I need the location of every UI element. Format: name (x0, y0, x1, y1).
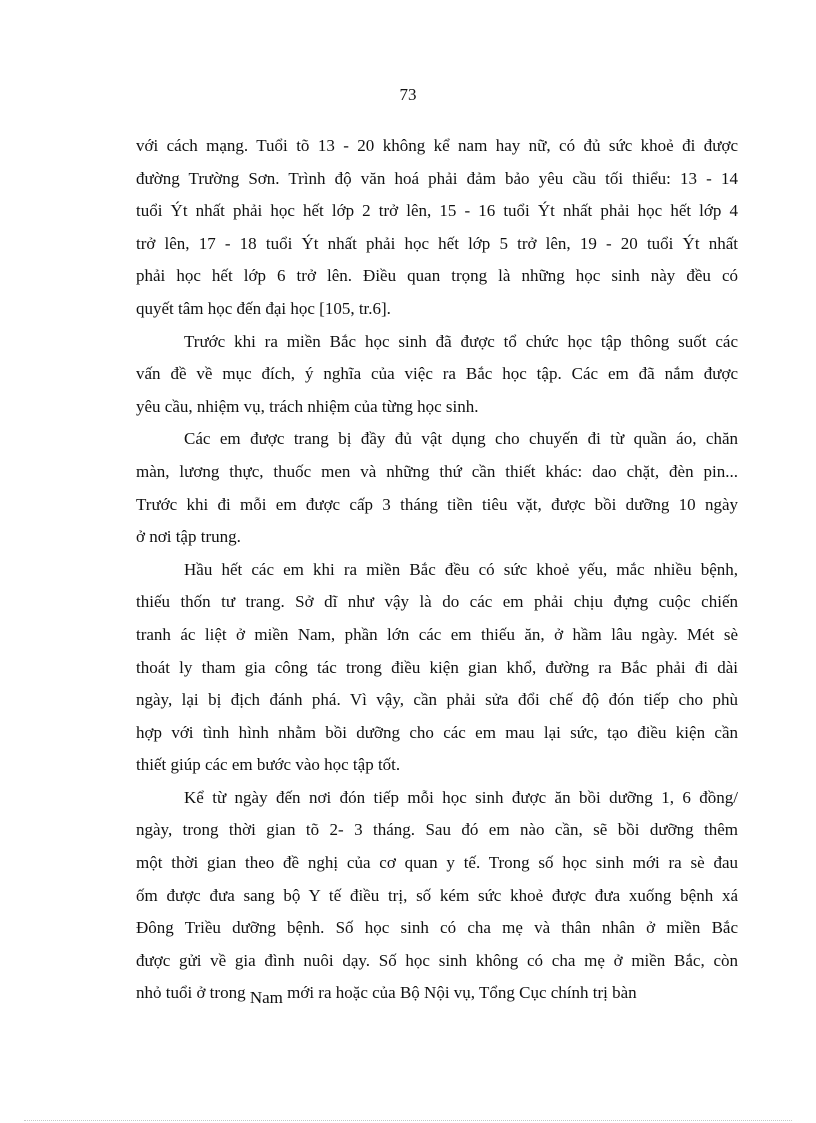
text-line: phải học hết lớp 6 trở lên. Điều quan trọng là những học sinh này đều có (136, 266, 738, 286)
text-line: màn, lương thực, thuốc men và những thứ cần thiết khác: dao chặt, đèn pin... (136, 461, 738, 481)
text-line: quyết tâm học đến đại học [105, tr.6]. (136, 298, 391, 318)
text-line: tuổi Ýt nhất phải học hết lớp 2 trở lên, 15 - 16 tuổi Ýt nhất phải học hết lớp 4 (136, 201, 738, 221)
page-number: 73 (399, 85, 417, 104)
text-line: tranh ác liệt ở miền Nam, phần lớn các em thiếu ăn, ở hầm lâu ngày. Mét sè (136, 624, 738, 644)
paragraph-start-line: Các em được trang bị đầy đủ vật dụng cho chuyến đi từ quần áo, chăn (184, 429, 738, 449)
text-line: thiếu thốn tư trang. Sở dĩ như vậy là do các em phải chịu đựng cuộc chiến (136, 592, 738, 612)
text-line: trở lên, 17 - 18 tuổi Ýt nhất phải học hết lớp 5 trở lên, 19 - 20 tuổi Ýt nhất (136, 233, 738, 253)
text-segment: mới ra hoặc của Bộ Nội vụ, Tổng Cục chính trị bàn (282, 983, 637, 1003)
text-line: ngày, trong thời gian tõ 2- 3 tháng. Sau đó em nào cần, sẽ bồi dưỡng thêm (136, 820, 738, 840)
paragraph-start-line: Trước khi ra miền Bắc học sinh đã được tổ chức học tập thông suốt các (184, 331, 738, 351)
text-line: thoát ly tham gia công tác trong điều kiện gian khổ, đường ra Bắc phải đi dài (136, 657, 738, 677)
text-segment: nhỏ tuổi ở trong (136, 983, 250, 1003)
text-line: thiết giúp các em bước vào học tập tốt. (136, 755, 401, 775)
text-line: được gửi về gia đình nuôi dạy. Số học sinh không có cha mẹ ở miền Bắc, còn (136, 950, 738, 970)
text-line-final (136, 977, 738, 1010)
text-line: yêu cầu, nhiệm vụ, trách nhiệm của từng học sinh. (136, 396, 479, 416)
text-line: ngày, lại bị địch đánh phá. Vì vậy, cần phải sửa đổi chế độ đón tiếp cho phù (136, 690, 738, 710)
text-line: Trước khi đi mỗi em được cấp 3 tháng tiền tiêu vặt, được bồi dưỡng 10 ngày (136, 494, 738, 514)
lowered-word: Nam (249, 988, 283, 1008)
paragraph-start-line: Kể từ ngày đến nơi đón tiếp mỗi học sinh được ăn bồi dưỡng 1, 6 đồng/ (184, 787, 738, 807)
text-line: vấn đề về mục đích, ý nghĩa của việc ra Bắc học tập. Các em đã nắm được (136, 364, 738, 384)
page-bottom-divider (24, 1120, 792, 1121)
text-line: ở nơi tập trung. (136, 527, 241, 547)
paragraph-start-line: Hầu hết các em khi ra miền Bắc đều có sức khoẻ yếu, mắc nhiều bệnh, (184, 559, 738, 579)
text-line: đường Trường Sơn. Trình độ văn hoá phải đảm bảo yêu cầu tối thiểu: 13 - 14 (136, 168, 738, 188)
body-text (136, 130, 738, 1010)
text-line: một thời gian theo đề nghị của cơ quan y tế. Trong số học sinh mới ra sè đau (136, 853, 738, 873)
text-line: hợp với tình hình nhằm bồi dưỡng cho các em mau lại sức, tạo điều kiện cần (136, 722, 738, 742)
text-line: ốm được đưa sang bộ Y tế điều trị, số kém sức khoẻ được đưa xuống bệnh xá (136, 885, 738, 905)
text-line: Đông Triều dưỡng bệnh. Số học sinh có cha mẹ và thân nhân ở miền Bắc (136, 918, 738, 938)
text-line: với cách mạng. Tuổi tõ 13 - 20 không kể nam hay nữ, có đủ sức khoẻ đi được (136, 136, 738, 155)
